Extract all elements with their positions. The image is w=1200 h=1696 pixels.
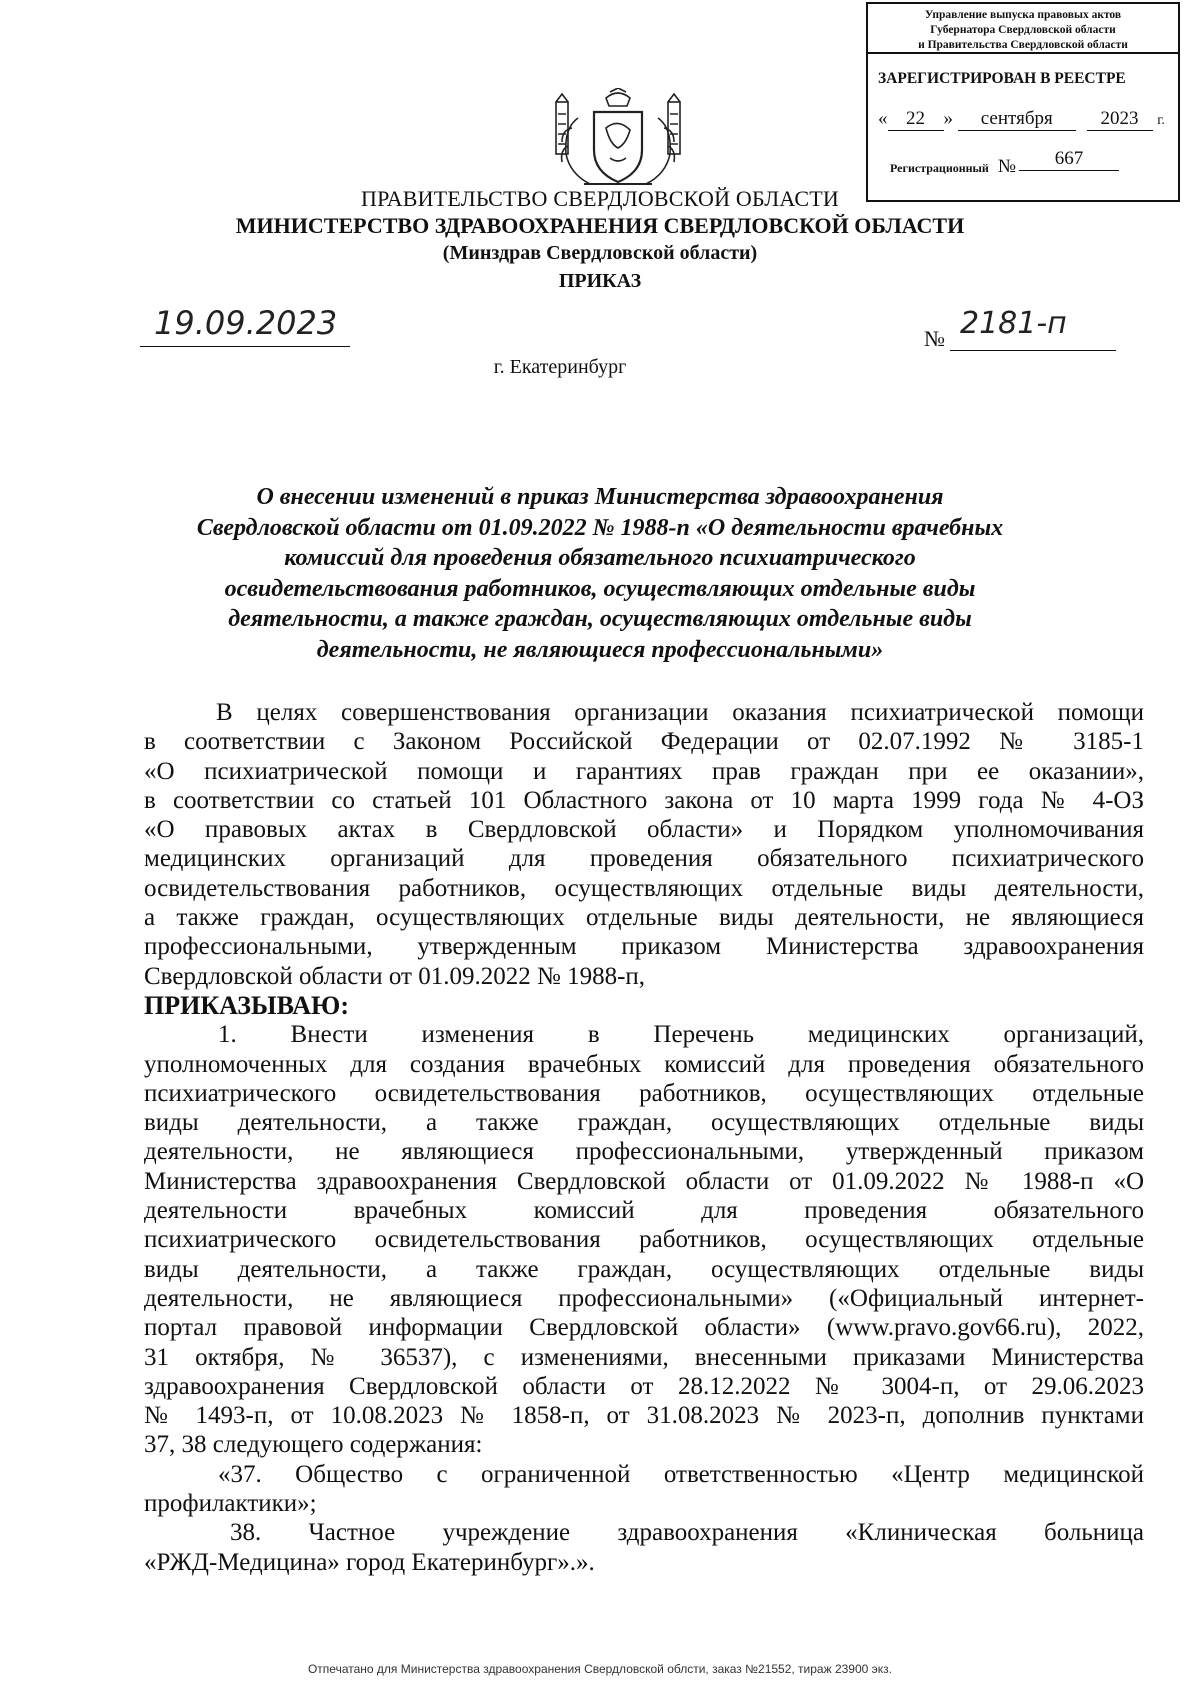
item-1-line: уполномоченных для создания врачебных комиссий для проведения обязательного (144, 1050, 1144, 1078)
item-1-line: № 1493-п, от 10.08.2023 № 1858-п, от 31.08.2023 № 2023-п, дополнив пунктами (144, 1402, 1144, 1430)
preamble-line: «О психиатрической помощи и гарантиях прав граждан при ее оказании», (144, 757, 1144, 785)
preamble-line: в соответствии с Законом Российской Федерации от 02.07.1992 № 3185-1 (144, 728, 1144, 756)
stamp-reg-symbol: № (997, 156, 1016, 177)
government-name: ПРАВИТЕЛЬСТВО СВЕРДЛОВСКОЙ ОБЛАСТИ (361, 186, 839, 211)
stamp-date-day: 22 (888, 108, 944, 131)
stamp-header-line: Управление выпуска правовых актов (924, 9, 1122, 21)
preamble-line: медицинских организаций для проведения обязательного психиатрического (144, 845, 1144, 873)
stamp-registered-label: ЗАРЕГИСТРИРОВАН В РЕЕСТРЕ (878, 70, 1126, 87)
preamble-line: профессиональными, утвержденным приказом Министерства здравоохранения (144, 933, 1144, 961)
item-1-line: 37, 38 следующего содержания: (144, 1431, 483, 1459)
order-word: ПРИКАЗЫВАЮ: (144, 990, 349, 1020)
item-1-line: здравоохранения Свердловской области от 28.12.2022 № 3004-п, от 29.06.2023 (144, 1372, 1144, 1400)
stamp-reg-value: 667 (1019, 148, 1119, 171)
registration-stamp (866, 2, 1180, 202)
stamp-reg-number (890, 148, 1119, 179)
item-1-line: психиатрического освидетельствования работников, осуществляющих отдельные (144, 1226, 1144, 1254)
title-line: деятельности, не являющиеся профессиональными» (316, 636, 884, 663)
preamble-line: а также граждан, осуществляющих отдельные виды деятельности, не являющиеся (144, 904, 1144, 932)
document-body (144, 698, 1144, 1577)
item-38 (144, 1518, 1144, 1577)
item-38-line: 38. Частное учреждение здравоохранения «Клиническая больница (230, 1519, 1144, 1547)
coat-of-arms-icon (548, 88, 688, 192)
order-number-label: № (924, 326, 945, 351)
preamble-line: «О правовых актах в Свердловской области» и Порядком уполномочивания (144, 816, 1144, 844)
item-1-line: Министерства здравоохранения Свердловской области от 01.09.2022 № 1988-п «О (144, 1167, 1144, 1195)
item-1-line: виды деятельности, а также граждан, осуществляющих отдельные виды (144, 1255, 1144, 1283)
ministry-short-name: (Минздрав Свердловской области) (442, 242, 758, 264)
stamp-date-year: 2023 (1087, 108, 1153, 131)
order-number-field (950, 306, 1116, 351)
order-date-field (140, 306, 350, 347)
preamble (144, 698, 1144, 991)
city: г. Екатеринбург (493, 356, 627, 378)
print-footer: Отпечатано для Министерства здравоохранения Свердловской облсти, заказ №21552, тираж 23900 экз. (307, 1662, 893, 1676)
order-date-handwritten: 19.09.2023 (154, 304, 338, 342)
stamp-date-open-quote: « (878, 108, 888, 129)
item-37-line: «37. Общество с ограниченной ответственностью «Центр медицинской (218, 1460, 1144, 1488)
item-1-line: виды деятельности, а также граждан, осуществляющих отдельные виды (144, 1109, 1144, 1137)
item-1-line: деятельности, не являющиеся профессиональными, утвержденный приказом (144, 1138, 1144, 1166)
stamp-date-suffix: г. (1157, 113, 1165, 128)
ministry-name: МИНИСТЕРСТВО ЗДРАВООХРАНЕНИЯ СВЕРДЛОВСКОЙ ОБЛАСТИ (235, 213, 965, 238)
item-1-line: психиатрического освидетельствования работников, осуществляющих отдельные (144, 1079, 1144, 1107)
stamp-date (878, 108, 1165, 131)
title-line: освидетельствования работников, осуществляющих отдельные виды (224, 575, 976, 602)
stamp-reg-label: Регистрационный (890, 161, 989, 175)
stamp-header-line: и Правительства Свердловской области (918, 39, 1128, 51)
title-line: О внесении изменений в приказ Министерства здравоохранения (256, 484, 944, 510)
item-37-line: профилактики»; (144, 1490, 317, 1518)
item-1-line: 31 октября, № 36537), с изменениями, внесенными приказами Министерства (144, 1343, 1144, 1371)
title-line: Свердловской области от 01.09.2022 № 1988-п «О деятельности врачебных (196, 514, 1004, 541)
document-title (150, 482, 1050, 665)
order-number-handwritten: 2181-п (960, 306, 1067, 341)
stamp-header-line: Губернатора Свердловской области (930, 24, 1116, 36)
stamp-header (868, 4, 1178, 54)
preamble-line: в соответствии со статьей 101 Областного закона от 10 марта 1999 года № 4-ОЗ (144, 786, 1144, 814)
item-1 (144, 1020, 1144, 1459)
preamble-line: Свердловской области от 01.09.2022 № 1988-п, (144, 962, 646, 990)
document-type: ПРИКАЗ (558, 270, 642, 292)
title-line: деятельности, а также граждан, осуществляющих отдельные виды (228, 606, 972, 632)
title-line: комиссий для проведения обязательного психиатрического (284, 545, 916, 571)
preamble-line: В целях совершенствования организации оказания психиатрической помощи (216, 699, 1144, 726)
item-1-line: 1. Внести изменения в Перечень медицинских организаций, (218, 1021, 1144, 1049)
preamble-line: освидетельствования работников, осуществляющих отдельные виды деятельности, (144, 874, 1144, 902)
item-38-line: «РЖД-Медицина» город Екатеринбург».». (144, 1548, 595, 1576)
item-1-line: деятельности врачебных комиссий для проведения обязательного (144, 1197, 1144, 1225)
stamp-date-month: сентября (958, 108, 1076, 131)
item-1-line: деятельности, не являющиеся профессиональными» («Официальный интернет- (144, 1284, 1144, 1312)
item-1-line: портал правовой информации Свердловской области» (www.pravo.gov66.ru), 2022, (144, 1314, 1144, 1342)
stamp-date-close-quote: » (943, 108, 953, 129)
item-37 (144, 1460, 1144, 1519)
